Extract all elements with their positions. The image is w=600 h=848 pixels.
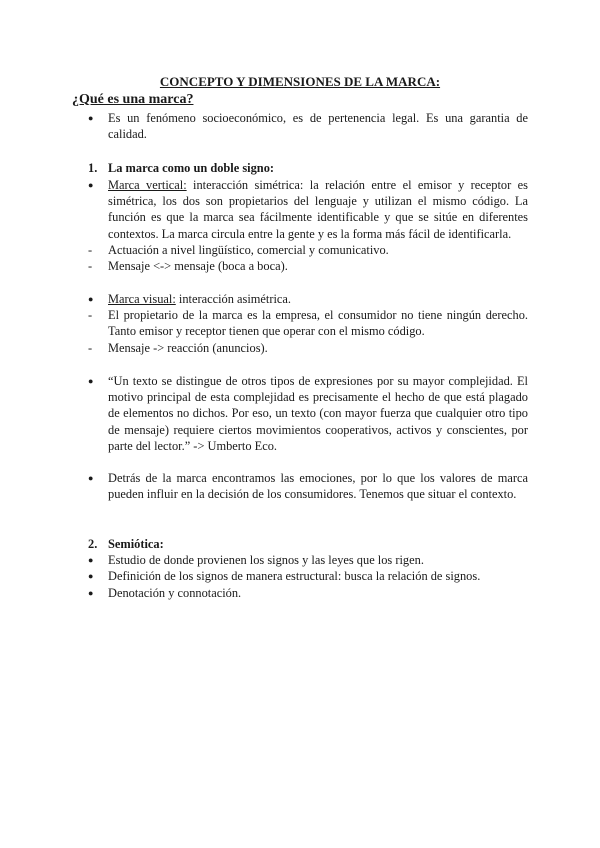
bullet-marker bbox=[88, 568, 102, 585]
marca-visual-point-2: Mensaje -> reacción (anuncios). bbox=[108, 341, 268, 355]
marca-vertical-text: interacción simétrica: la relación entre el emisor y receptor es simétrica, los dos son propietarios del lenguaje y utilizan el mismo código. La función es que la marca sea fácilmente identificable y que se sitúe en diferentes contextos. La marca circula entre la gente y es la forma más fácil de identificarla. bbox=[108, 178, 528, 241]
dash-marker bbox=[88, 307, 102, 323]
emotions-paragraph: Detrás de la marca encontramos las emociones, por lo que los valores de marca pueden influir en la decisión de los consumidores. Tenemos que situar el contexto. bbox=[108, 471, 528, 502]
marca-vertical-term: Marca vertical: bbox=[108, 178, 187, 192]
dash-marker bbox=[88, 340, 102, 356]
dash-marker bbox=[88, 258, 102, 274]
marca-vertical-point-1: Actuación a nivel lingüístico, comercial y comunicativo. bbox=[108, 243, 389, 257]
marca-vertical-point-2: Mensaje <-> mensaje (boca a boca). bbox=[108, 259, 288, 273]
bullet-marker bbox=[88, 470, 102, 487]
list-item: Definición de los signos de manera estructural: busca la relación de signos. bbox=[108, 569, 481, 583]
bullet-marker bbox=[88, 373, 102, 390]
bullet-marker bbox=[88, 110, 102, 127]
section-heading: La marca como un doble signo: bbox=[108, 161, 275, 175]
bullet-marker bbox=[88, 585, 102, 602]
section-question: ¿Qué es una marca? bbox=[72, 92, 194, 107]
quote-paragraph: “Un texto se distingue de otros tipos de expresiones por su mayor complejidad. El motivo principal de esta complejidad es precisamente el hecho de que está plagado de elementos no dichos. Por eso, un texto (con mayor fuerza que cualquier otro tipo de mensaje) requiere ciertos movimientos cooperativos, activos y conscientes, por parte del lector.” -> Umberto Eco. bbox=[108, 374, 528, 453]
bullet-marker bbox=[88, 552, 102, 569]
section-number: 1. bbox=[88, 161, 98, 175]
bullet-marker bbox=[88, 291, 102, 308]
marca-visual-text: interacción asimétrica. bbox=[175, 292, 292, 306]
list-item: Estudio de donde provienen los signos y las leyes que los rigen. bbox=[108, 553, 424, 567]
marca-visual-paragraph bbox=[108, 291, 528, 307]
marca-vertical-paragraph bbox=[108, 177, 528, 242]
section-number: 2. bbox=[88, 537, 98, 551]
list-item: Denotación y connotación. bbox=[108, 586, 242, 600]
marca-visual-point-1: El propietario de la marca es la empresa, el consumidor no tiene ningún derecho. Tanto emisor y receptor tienen que operar con el mismo código. bbox=[108, 308, 528, 339]
section-heading: Semiótica: bbox=[108, 537, 164, 551]
intro-paragraph: Es un fenómeno socioeconómico, es de pertenencia legal. Es una garantia de calidad. bbox=[108, 111, 528, 142]
document-title: CONCEPTO Y DIMENSIONES DE LA MARCA: bbox=[159, 74, 441, 89]
dash-marker bbox=[88, 242, 102, 258]
bullet-marker bbox=[88, 177, 102, 194]
marca-visual-term: Marca visual: bbox=[108, 292, 176, 306]
